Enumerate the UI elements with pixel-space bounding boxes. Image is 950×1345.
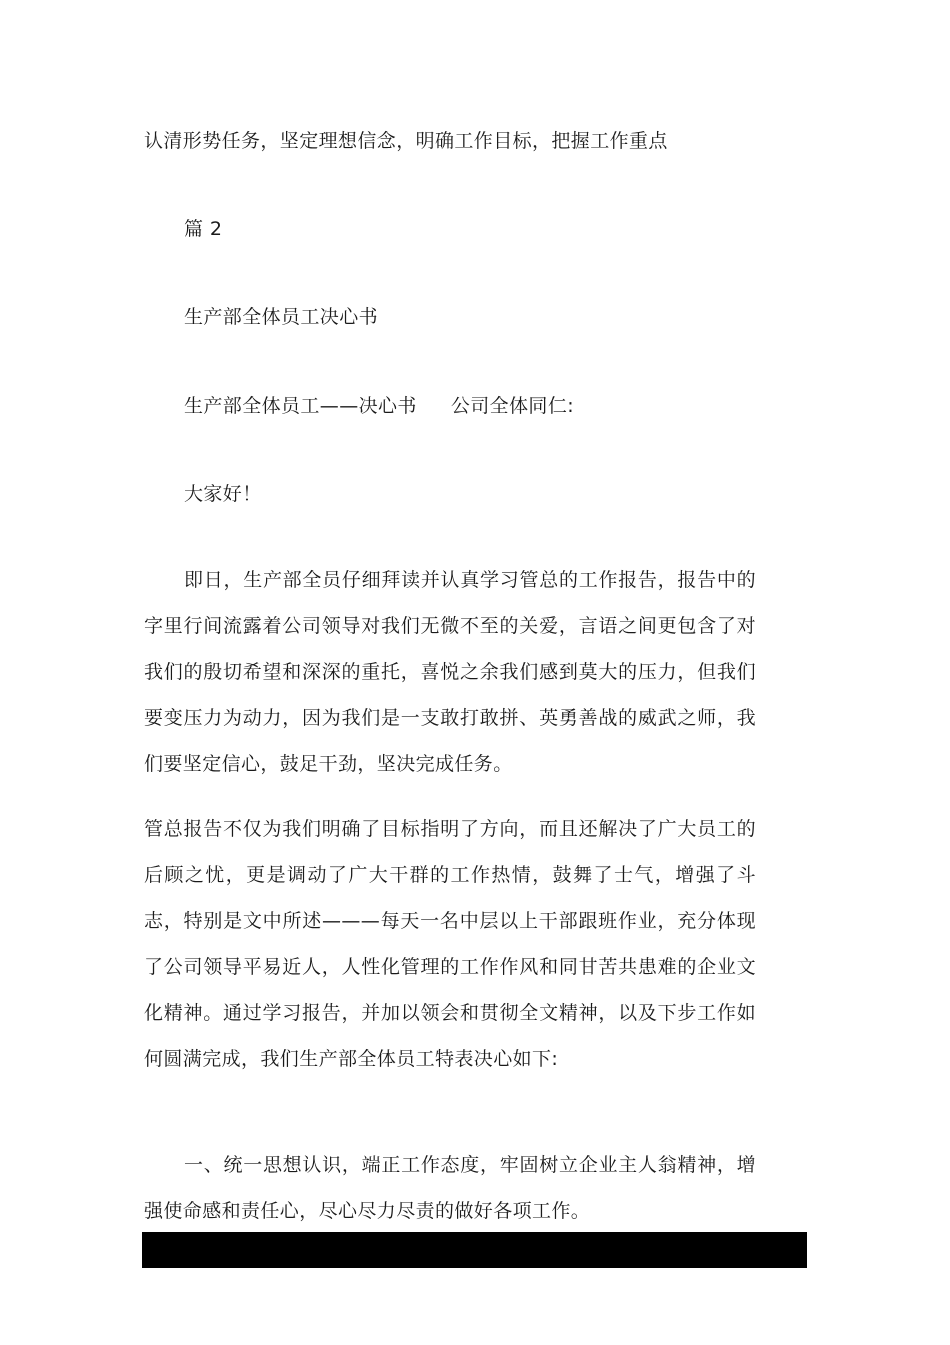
- subtitle-line: [184, 394, 574, 418]
- redaction-bar: [142, 1232, 807, 1268]
- paragraph-1: 即日，生产部全员仔细拜读并认真学习管总的工作报告，报告中的字里行间流露着公司领导对我们无微不至的关爱，言语之间更包含了对我们的殷切希望和深深的重托，喜悦之余我们感到莫大的压力，但我们要变压力为动力，因为我们是一支敢打敢拼、英勇善战的威武之师，我们要坚定信心，鼓足干劲，坚决完成任务。: [144, 569, 756, 775]
- greeting: 大家好！: [184, 483, 262, 505]
- section-label: 篇 2: [184, 218, 223, 240]
- subtitle-right: 公司全体同仁:: [450, 395, 575, 417]
- paragraph-2: 管总报告不仅为我们明确了目标指明了方向，而且还解决了广大员工的后顾之忧，更是调动了广大干群的工作热情，鼓舞了士气，增强了斗志，特别是文中所述———每天一名中层以上干部跟班作业，充分体现了公司领导平易近人，人性化管理的工作作风和同甘苦共患难的企业文化精神。通过学习报告，并加以领会和贯彻全文精神，以及下步工作如何圆满完成，我们生产部全体员工特表决心如下:: [144, 818, 756, 1070]
- paragraph-3: 一、统一思想认识，端正工作态度，牢固树立企业主人翁精神，增强使命感和责任心，尽心尽力尽责的做好各项工作。: [144, 1154, 756, 1222]
- heading-line: 认清形势任务，坚定理想信念，明确工作目标，把握工作重点: [144, 130, 668, 152]
- document-title: 生产部全体员工决心书: [184, 306, 379, 328]
- subtitle-left: 生产部全体员工——决心书: [184, 395, 417, 417]
